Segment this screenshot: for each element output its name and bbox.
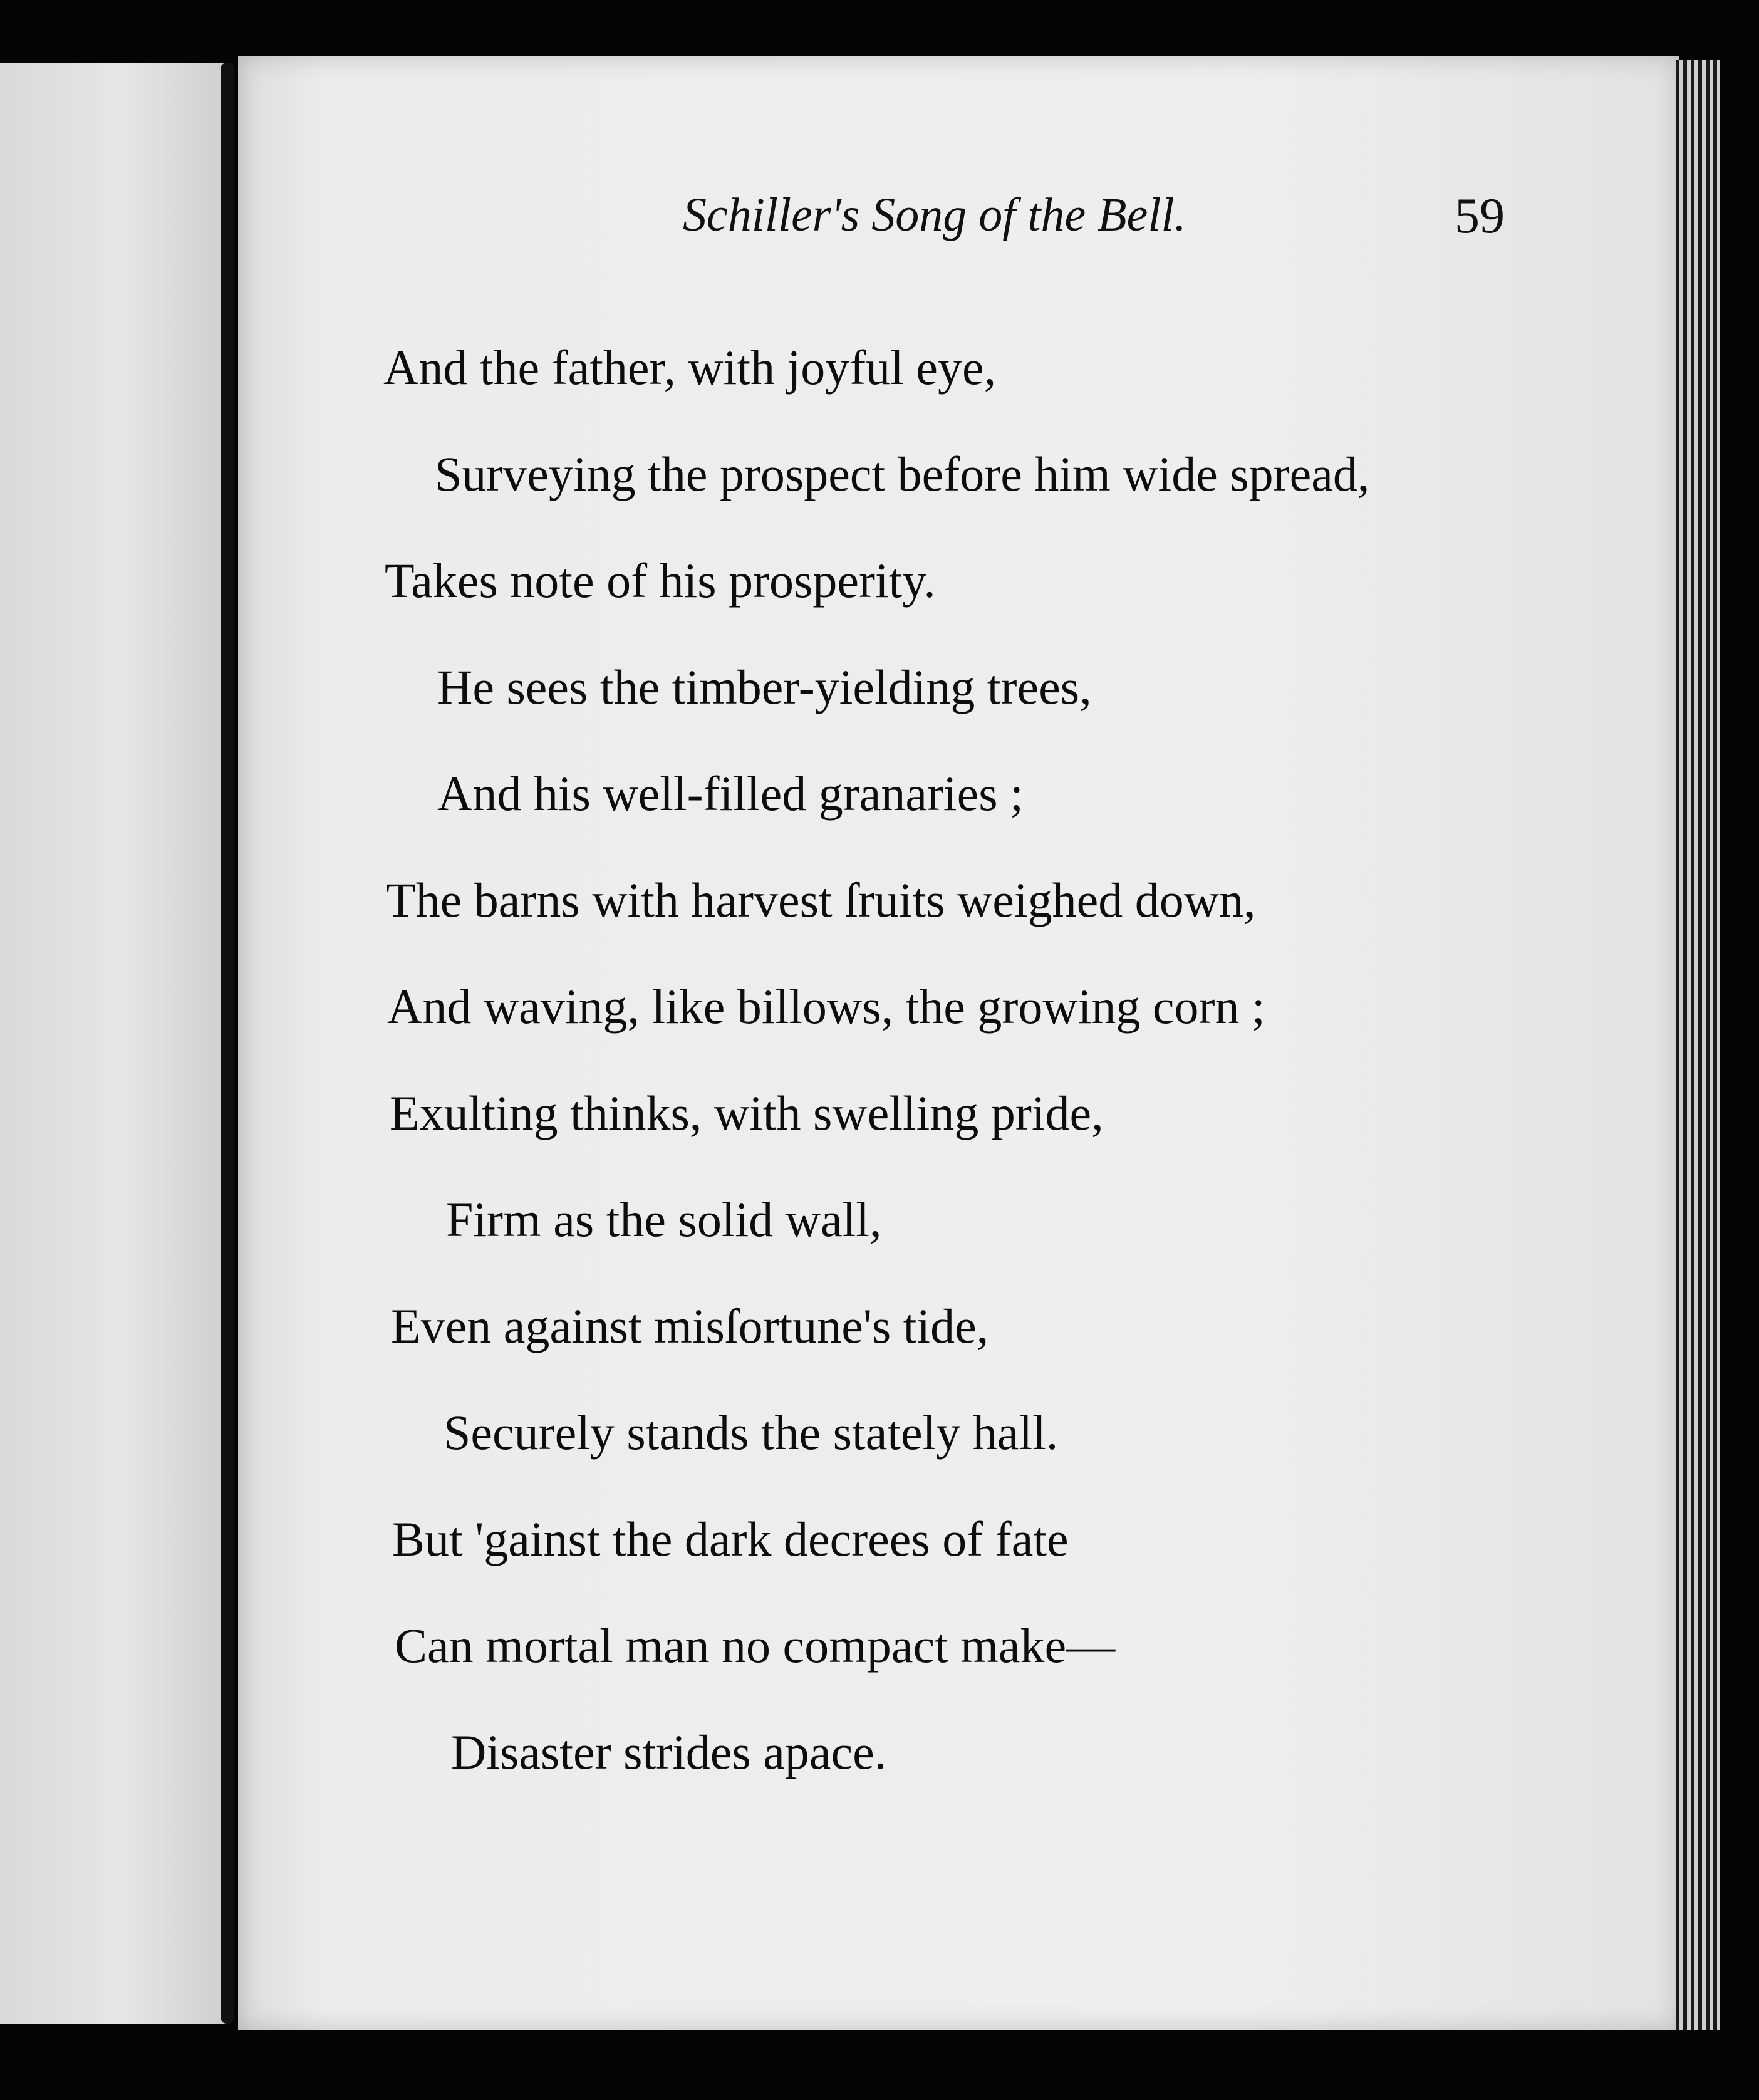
verse-line: The barns with harvest ſruits weighed down,: [386, 873, 1256, 927]
verse-line: Takes note of his prosperity.: [385, 553, 936, 608]
page-edge: [1676, 60, 1720, 2030]
verse-line: And the father, with joyful eye,: [383, 340, 997, 395]
verse-line: Securely stands the stately hall.: [444, 1405, 1059, 1460]
verse-line: Firm as the solid wall,: [446, 1192, 882, 1247]
running-head: Schiller's Song of the Bell.: [683, 189, 1186, 241]
verse-line: Can mortal man no compact make—: [395, 1618, 1116, 1673]
verse-line: But 'gainst the dark decrees of fate: [392, 1512, 1069, 1566]
page-number: 59: [1455, 189, 1505, 244]
verse-line: Surveying the prospect before him wide spread,: [435, 447, 1370, 501]
verse-line: Disaster strides apace.: [451, 1725, 887, 1779]
verse-line: And his well-filled granaries ;: [437, 766, 1024, 821]
previous-page-fragment: [0, 63, 226, 2024]
book-gutter: [221, 63, 234, 2024]
verse-line: Exulting thinks, with swelling pride,: [390, 1086, 1104, 1140]
verse-line: Even against misſortune's tide,: [391, 1299, 989, 1353]
verse-line: He sees the timber-yielding trees,: [437, 660, 1092, 714]
verse-line: And waving, like billows, the growing corn ;: [387, 979, 1265, 1034]
